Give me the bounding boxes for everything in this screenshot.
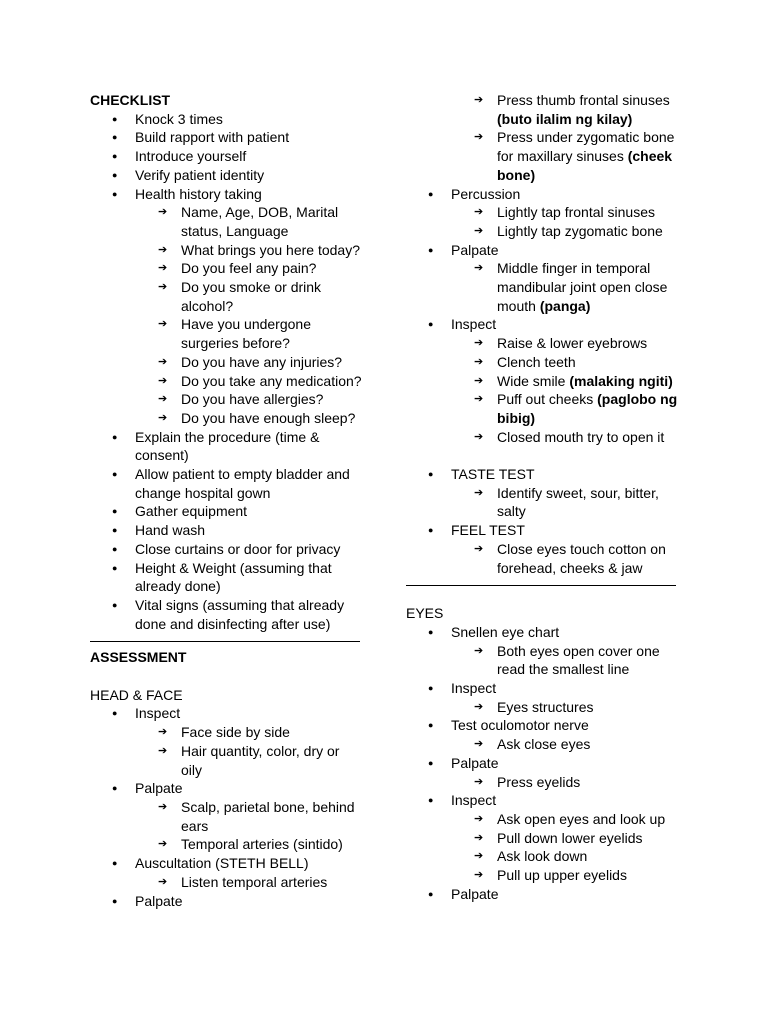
item-text: Percussion — [451, 185, 521, 202]
item-text: Inspect — [451, 316, 497, 333]
section-divider — [406, 585, 676, 586]
item-text: Height & Weight (assuming that — [135, 559, 332, 576]
arrow-sub-item-continued — [406, 297, 676, 316]
item-text: Do you take any medication? — [181, 372, 362, 389]
item-text: Hair quantity, color, dry or — [181, 742, 340, 759]
item-text: ASSESSMENT — [90, 649, 187, 666]
item-text: Raise & lower eyebrows — [497, 335, 648, 352]
arrow-sub-item — [90, 390, 360, 409]
item-text: surgeries before? — [181, 335, 290, 352]
bold-translation: bibig) — [497, 409, 536, 426]
item-text: already done) — [135, 578, 221, 595]
item-text: Do you smoke or drink — [181, 279, 322, 296]
bullet-item — [90, 596, 360, 615]
item-text: Close eyes touch cotton on — [497, 540, 666, 557]
item-text: HEAD & FACE — [90, 686, 183, 703]
item-text: Middle finger in temporal — [497, 260, 651, 277]
item-text: Puff out cheeks — [497, 391, 598, 408]
bullet-item — [90, 540, 360, 559]
arrow-sub-item — [406, 203, 676, 222]
item-text: What brings you here today? — [181, 241, 360, 258]
item-text: Inspect — [135, 705, 181, 722]
arrow-sub-item — [90, 259, 360, 278]
bullet-item — [406, 241, 676, 260]
blank-line — [90, 667, 360, 686]
right-column — [406, 91, 676, 904]
arrow-sub-item-continued — [406, 409, 676, 428]
item-text: consent) — [135, 447, 189, 464]
bullet-item — [90, 779, 360, 798]
arrow-sub-item-continued — [406, 559, 676, 578]
bold-translation: (cheek — [627, 148, 673, 165]
arrow-sub-item — [90, 723, 360, 742]
item-text: Identify sweet, sour, bitter, — [497, 484, 659, 501]
arrow-sub-item-continued — [406, 147, 676, 166]
bullet-item — [406, 885, 676, 904]
arrow-sub-item — [406, 91, 676, 110]
item-text: Ask close eyes — [497, 736, 591, 753]
bullet-item — [90, 704, 360, 723]
arrow-sub-item-continued — [90, 222, 360, 241]
item-text: alcohol? — [181, 297, 234, 314]
arrow-sub-item — [406, 334, 676, 353]
item-text: Ask look down — [497, 848, 588, 865]
item-text: mandibular joint open close — [497, 279, 668, 296]
arrow-sub-item-continued — [90, 297, 360, 316]
bullet-item — [90, 428, 360, 447]
bullet-item-continued — [90, 484, 360, 503]
item-text: Palpate — [135, 892, 183, 909]
item-text: Snellen eye chart — [451, 623, 560, 640]
arrow-sub-item — [90, 409, 360, 428]
item-text: Build rapport with patient — [135, 129, 290, 146]
blank-line — [406, 446, 676, 465]
bold-translation: (panga) — [539, 297, 591, 314]
subsection-title — [90, 686, 360, 705]
bullet-item — [90, 166, 360, 185]
item-text: Close curtains or door for privacy — [135, 540, 341, 557]
item-text: change hospital gown — [135, 484, 271, 501]
arrow-sub-item — [406, 847, 676, 866]
item-text: ears — [181, 817, 209, 834]
item-text: Ask open eyes and look up — [497, 811, 666, 827]
arrow-sub-item — [90, 798, 360, 817]
arrow-sub-item — [406, 735, 676, 754]
item-text: Face side by side — [181, 724, 290, 741]
subsection-title — [406, 604, 676, 623]
arrow-sub-item-continued — [406, 278, 676, 297]
bold-translation: (buto ilalim ng kilay) — [497, 110, 633, 127]
arrow-sub-item — [90, 315, 360, 334]
item-text: Press eyelids — [497, 773, 581, 790]
item-text: salty — [497, 503, 526, 520]
bullet-item — [406, 465, 676, 484]
arrow-sub-item — [90, 203, 360, 222]
item-text: oily — [181, 761, 203, 778]
section-heading — [90, 91, 360, 110]
arrow-sub-item-continued — [90, 761, 360, 780]
item-text: Test oculomotor nerve — [451, 717, 589, 734]
item-text: Closed mouth try to open it — [497, 428, 665, 445]
arrow-sub-item — [406, 540, 676, 559]
item-text: Press thumb frontal sinuses — [497, 92, 670, 108]
item-text: Clench teeth — [497, 353, 576, 370]
item-text: Eyes structures — [497, 698, 594, 715]
arrow-sub-item — [406, 642, 676, 661]
item-text: Explain the procedure (time & — [135, 428, 320, 445]
bullet-item — [406, 754, 676, 773]
item-text: Inspect — [451, 680, 497, 697]
arrow-sub-item-continued — [90, 817, 360, 836]
arrow-sub-item — [406, 484, 676, 503]
item-text: Wide smile — [497, 372, 570, 389]
item-text: TASTE TEST — [451, 466, 535, 483]
arrow-sub-item-continued — [406, 166, 676, 185]
arrow-sub-item — [90, 372, 360, 391]
arrow-sub-item-continued — [406, 110, 676, 129]
item-text: EYES — [406, 605, 444, 622]
arrow-sub-item — [90, 873, 360, 892]
item-text: Knock 3 times — [135, 110, 223, 127]
item-text: Palpate — [451, 885, 499, 902]
item-text: status, Language — [181, 222, 289, 239]
bullet-item — [90, 521, 360, 540]
section-divider — [90, 641, 360, 642]
bullet-item — [90, 854, 360, 873]
arrow-sub-item — [406, 259, 676, 278]
bold-translation: (malaking ngiti) — [569, 372, 673, 389]
arrow-sub-item — [406, 372, 676, 391]
arrow-sub-item — [406, 428, 676, 447]
arrow-sub-item — [406, 222, 676, 241]
bullet-item — [406, 716, 676, 735]
item-text: Both eyes open cover one — [497, 642, 660, 659]
arrow-sub-item — [90, 353, 360, 372]
arrow-sub-item — [406, 390, 676, 409]
bold-translation: (paglobo ng — [597, 391, 678, 408]
arrow-sub-item — [406, 353, 676, 372]
item-text: Inspect — [451, 792, 497, 809]
item-text: Do you have any injuries? — [181, 353, 343, 370]
arrow-sub-item — [90, 241, 360, 260]
section-heading — [90, 648, 360, 667]
bullet-item — [406, 791, 676, 810]
item-text: mouth — [497, 297, 540, 314]
arrow-sub-item-continued — [90, 334, 360, 353]
bullet-item — [90, 502, 360, 521]
item-text: Palpate — [451, 241, 499, 258]
item-text: CHECKLIST — [90, 92, 171, 108]
item-text: Lightly tap zygomatic bone — [497, 222, 663, 239]
item-text: Press under zygomatic bone — [497, 129, 675, 146]
bullet-item — [90, 110, 360, 129]
bullet-item — [90, 559, 360, 578]
item-text: Temporal arteries (sintido) — [181, 836, 343, 853]
item-text: for maxillary sinuses — [497, 148, 628, 165]
item-text: Have you undergone — [181, 316, 311, 333]
left-column — [90, 91, 360, 910]
item-text: Do you have enough sleep? — [181, 409, 356, 426]
bold-translation: bone) — [497, 166, 536, 183]
item-text: read the smallest line — [497, 661, 630, 678]
item-text: Verify patient identity — [135, 166, 265, 183]
arrow-sub-item — [90, 835, 360, 854]
bullet-item — [406, 185, 676, 204]
bullet-item — [90, 185, 360, 204]
arrow-sub-item — [406, 829, 676, 848]
item-text: Listen temporal arteries — [181, 873, 328, 890]
item-text: Auscultation (STETH BELL) — [135, 855, 309, 872]
bullet-item — [406, 315, 676, 334]
spacer — [406, 592, 676, 604]
arrow-sub-item — [406, 866, 676, 885]
item-text: Health history taking — [135, 185, 262, 202]
item-text: Allow patient to empty bladder and — [135, 466, 350, 483]
item-text: Hand wash — [135, 522, 206, 539]
bullet-item-continued — [90, 615, 360, 634]
bullet-item — [406, 521, 676, 540]
item-text: FEEL TEST — [451, 522, 525, 539]
bullet-item-continued — [90, 577, 360, 596]
bullet-item — [90, 147, 360, 166]
item-text: Palpate — [135, 780, 183, 797]
item-text: Pull up upper eyelids — [497, 867, 627, 884]
item-text: Scalp, parietal bone, behind — [181, 799, 355, 815]
bullet-item — [90, 128, 360, 147]
item-text: Introduce yourself — [135, 148, 247, 165]
item-text: Vital signs (assuming that already — [135, 596, 345, 613]
arrow-sub-item — [406, 810, 676, 829]
arrow-sub-item — [406, 698, 676, 717]
item-text: Pull down lower eyelids — [497, 829, 643, 846]
bullet-item-continued — [90, 446, 360, 465]
arrow-sub-item — [406, 128, 676, 147]
item-text: done and disinfecting after use) — [135, 615, 331, 632]
item-text: Palpate — [451, 754, 499, 771]
item-text: Do you have allergies? — [181, 391, 324, 408]
item-text: Lightly tap frontal sinuses — [497, 204, 655, 221]
bullet-item — [90, 892, 360, 911]
arrow-sub-item-continued — [406, 660, 676, 679]
item-text: Gather equipment — [135, 503, 248, 520]
bullet-item — [90, 465, 360, 484]
item-text: forehead, cheeks & jaw — [497, 559, 643, 576]
arrow-sub-item — [90, 278, 360, 297]
bullet-item — [406, 623, 676, 642]
arrow-sub-item-continued — [406, 502, 676, 521]
item-text: Name, Age, DOB, Marital — [181, 204, 339, 221]
arrow-sub-item — [90, 742, 360, 761]
item-text: Do you feel any pain? — [181, 260, 317, 277]
arrow-sub-item — [406, 773, 676, 792]
bullet-item — [406, 679, 676, 698]
